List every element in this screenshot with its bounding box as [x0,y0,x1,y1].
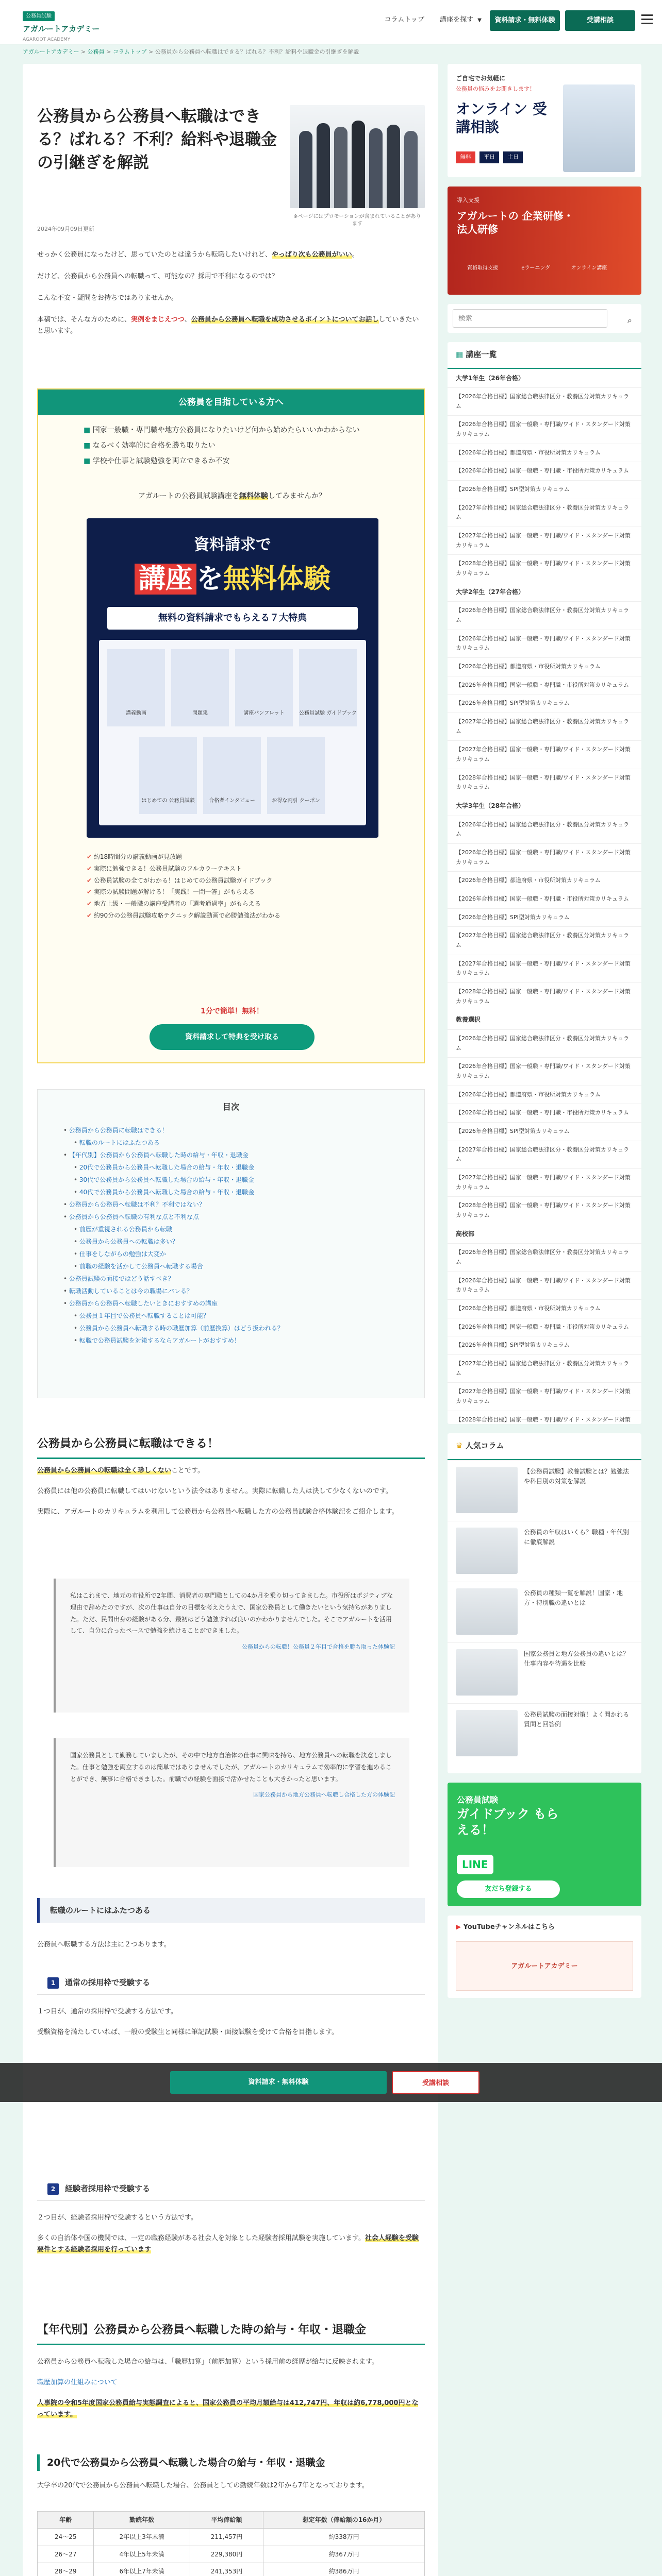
course-link[interactable]: 【2026年合格目標】都道府県・市役所対策カリキュラム [448,871,641,890]
corp-labels: 資格取得支援 eラーニング オンライン講座 [467,265,607,271]
course-link[interactable]: 【2026年合格目標】SPI型対策カリキュラム [448,908,641,927]
youtube-icon: ▶ [456,1923,464,1931]
popular-title: 公務員の年収はいくら？職種・年代別に徹底解説 [524,1528,630,1546]
route1-body: １つ目が、通常の採用枠で受験する方法です。 受験資格を満たしていれば、一般の受験生と同様に筆記試験・面接試験を受けて合格を目指します。 [37,2008,338,2037]
course-link[interactable]: 【2027年合格目標】国家総合職法律区分・教養区分対策カリキュラム [448,926,641,954]
promo-lead: アガルートの公務員試験講座を無料体験してみませんか？ [138,492,326,500]
breadcrumb-column[interactable]: コラムトップ [112,48,147,55]
course-link[interactable]: 【2027年合格目標】国家総合職法律区分・教養区分対策カリキュラム [448,1354,641,1382]
popular-columns [448,1433,641,1773]
toc-item[interactable]: • 公務員から公務員へ転職は不利？不利ではない？ [63,1198,424,1211]
course-link[interactable]: 【2028年合格目標】国家一般職・専門職/ワイド・スタンダード対策カリキュラム [448,769,641,796]
course-list-heading: ▦ 講座一覧 [448,342,641,369]
table-cell: 2年以上3年未満 [94,2529,190,2546]
toc-title: 目次 [222,1102,239,1112]
sidebar [448,64,641,2007]
promo-check-item: ■ 国家一般職・専門職や地方公務員になりたいけど何から始めたらいいかわからない [84,425,424,437]
table-row [38,2529,425,2546]
table-cell: 約386万円 [263,2563,425,2576]
logo-sub: AGAROOT ACADEMY [23,37,71,42]
breadcrumb-home[interactable]: アガルートアカデミー [23,48,79,55]
popular-thumbnail [456,1588,518,1635]
course-list [448,342,641,1424]
table-cell: 211,457円 [190,2529,263,2546]
course-link[interactable]: 【2028年合格目標】国家一般職・専門職/ワイド・スタンダード対策カリキュラム [448,982,641,1010]
course-link[interactable]: 【2026年合格目標】国家総合職法律区分・教養区分対策カリキュラム [448,1029,641,1057]
course-link[interactable]: 【2027年合格目標】国家一般職・専門職/ワイド・スタンダード対策カリキュラム [448,740,641,768]
toc-item[interactable]: • 転職のルートにはふたつある [63,1137,424,1149]
table-cell: 28〜29 [38,2563,94,2576]
promo-feature: ✔ 実際に勉強できる！公務員試験のフルカラーテキスト [87,863,378,875]
quote-source-link[interactable]: 公務員からの転職！公務員２年目で合格を勝ち取った体験記 [242,1643,395,1651]
header-request-button[interactable]: 資料請求・無料体験 [490,10,560,31]
course-link[interactable]: 【2026年合格目標】SPI型対策カリキュラム [448,1336,641,1354]
course-category[interactable]: 大学3年生（28年合格） [448,796,641,815]
course-link[interactable]: 【2028年合格目標】国家一般職・専門職/ワイド・スタンダード対策カリキュラム [448,1196,641,1224]
table-cell: 24〜25 [38,2529,94,2546]
consultant-photo [563,84,635,172]
banner-top-text: 資料請求で [194,536,271,554]
intro-paragraph: こんな不安・疑問をお持ちではありませんか。 [37,294,178,302]
popular-thumbnail [456,1467,518,1513]
gift-pamphlet: 講座パンフレット [235,649,293,726]
online-tags: 無料 平日 土日 [456,151,523,163]
gift-lecture-video: 講義動画 [107,649,165,726]
promo-feature: ✔ 約90分の公務員試験攻略テクニック解説動画で必勝勉強法がわかる [87,910,378,922]
routes-heading: 転職のルートにはふたつある [37,1898,425,1923]
course-link[interactable]: 【2026年合格目標】都道府県・市役所対策カリキュラム [448,657,641,676]
course-link[interactable]: 【2027年合格目標】国家総合職法律区分・教養区分対策カリキュラム [448,499,641,527]
course-link[interactable]: 【2026年合格目標】SPI型対策カリキュラム [448,480,641,499]
testimonial-quote [54,1738,409,1867]
logo-name: アガルートアカデミー [23,24,100,34]
course-link[interactable]: 【2026年合格目標】国家一般職・専門職・市役所対策カリキュラム [448,1104,641,1122]
table-header: 年齢 [38,2512,94,2529]
sticky-consult-button[interactable]: 受講相談 [392,2071,479,2094]
gift-interview: 合格者インタビュー [203,737,261,814]
search-box [448,304,641,333]
article-intro [37,249,425,347]
search-icon[interactable]: ⌕ [627,315,632,325]
promo-checklist [84,425,424,467]
toc-item[interactable]: • 公務員から公務員へ転職の有利な点と不利な点 [63,1211,424,1223]
toc-item[interactable]: • 【年代別】公務員から公務員へ転職した時の給与・年収・退職金 [63,1149,424,1161]
salary-note-link[interactable]: 職歴加算の仕組みについて [37,2379,118,2387]
quote-text: 国家公務員として勤務していましたが、その中で地方自治体の仕事に興味を持ち、地方公務員への転職を決意しました。仕事と勉強を両立するのは簡単ではありませんでしたが、アガルートのカリキュラムで効率的に学習を進めることができ、無事に合格できました。前職での経験を面接で活かせたことも大きかったと思います。 [70,1752,392,1783]
popular-item[interactable] [448,1582,641,1642]
toc-list [63,1124,424,1347]
course-link[interactable]: 【2026年合格目標】国家一般職・専門職・市役所対策カリキュラム [448,676,641,694]
toc-item[interactable]: • 転職で公務員試験を対策するならアガルートがおすすめ！ [63,1334,424,1347]
course-link[interactable]: 【2027年合格目標】国家総合職法律区分・教養区分対策カリキュラム [448,713,641,740]
popular-item[interactable] [448,1642,641,1703]
route-number: 2 [47,2183,59,2195]
section1-lead: 公務員から公務員への転職は全く珍しくないことです。 [37,1467,204,1475]
promo-check-item: ■ 学校や仕事と試験勉強を両立できるか不安 [84,455,424,468]
section-heading: 【年代別】公務員から公務員へ転職した時の給与・年収・退職金 [37,2320,425,2345]
promo-heading: 公務員を目指している方へ [38,389,424,415]
nav-find-course[interactable]: 講座を探す [440,16,474,24]
course-link[interactable]: 【2026年合格目標】都道府県・市役所対策カリキュラム [448,1299,641,1318]
promo-feature-list [87,851,378,922]
toc-item[interactable]: • 前歴が重視される公務員から転職 [63,1223,424,1235]
promo-check-item: ■ なるべく効率的に合格を勝ち取りたい [84,440,424,452]
promo-feature: ✔ 実際の試験問題が解ける！「実践！一問一答」がもらえる [87,886,378,898]
popular-title: 公務員の種類一覧を解説！国家・地方・特別職の違いとは [524,1589,623,1606]
hero-caption: ※ページにはプロモーションが含まれていることがあります [293,214,421,227]
subsection-heading: 20代で公務員から公務員へ転職した場合の給与・年収・退職金 [37,2454,425,2471]
table-of-contents [37,1089,425,1398]
popular-title: 【公務員試験】教養試験とは？勉強法や科目別の対策を解説 [524,1467,630,1485]
course-link[interactable]: 【2026年合格目標】国家一般職・専門職・市役所対策カリキュラム [448,462,641,480]
popular-heading: ♛ 人気コラム [448,1433,641,1460]
toc-item[interactable]: • 仕事をしながらの勉強は大変か [63,1248,424,1260]
course-link[interactable]: 【2028年合格目標】国家一般職・専門職/ワイド・スタンダード対策 [448,1411,641,1424]
table-row [38,2546,425,2563]
course-link[interactable]: 【2026年合格目標】国家総合職法律区分・教養区分対策カリキュラム [448,1243,641,1271]
quote-text: 私はこれまで、地元の市役所で2年間、消費者の専門職としての4か月を乗り切ってきました。市役所はポジティブな理由で辞めたのですが、次の仕事は自分の目標を考えたうえで、国家公務員として働きたいという気持ちがありました。ただ、民間出身の経験がある分、最初はどう勉強すれば良いのかわかりませんでした。そこでアガルートを活用して、自分に合ったペースで勉強を続けることができました。 [70,1592,393,1635]
course-link[interactable]: 【2026年合格目標】国家一般職・専門職・市役所対策カリキュラム [448,1318,641,1336]
popular-item[interactable] [448,1460,641,1521]
site-header [0,0,662,44]
intro-paragraph: せっかく公務員になったけど、思っていたのとは違うから転職したいけれど、やっぱり次も公務員がいい。 [37,251,359,259]
course-link[interactable]: 【2026年合格目標】SPI型対策カリキュラム [448,694,641,713]
menu-icon[interactable] [641,14,653,26]
route-number: 1 [47,1977,59,1989]
course-link[interactable]: 【2027年合格目標】国家一般職・専門職/ワイド・スタンダード対策カリキュラム [448,1382,641,1410]
article-hero [37,105,425,234]
toc-item[interactable]: • 公務員から公務員への転職は多い？ [63,1235,424,1248]
gift-grid [99,640,366,825]
promo-feature: ✔ 地方上級・一般職の講座受講者の「選考通過率」がもらえる [87,898,378,910]
toc-item[interactable]: • 公務員１年目で公務員へ転職することは可能？ [63,1310,424,1322]
toc-item[interactable]: • 30代で公務員から公務員へ転職した場合の給与・年収・退職金 [63,1174,424,1186]
corporate-training-ad[interactable]: 導入支援 アガルートの 企業研修・法人研修 資格取得支援 eラーニング オンライン講座 [448,187,641,295]
course-link[interactable]: 【2026年合格目標】国家総合職法律区分・教養区分対策カリキュラム [448,816,641,843]
sticky-request-button[interactable]: 資料請求・無料体験 [170,2071,387,2094]
banner-ribbon: 無料の資料請求でもらえる７大特典 [107,607,358,630]
course-link[interactable]: 【2026年合格目標】国家一般職・専門職/ワイド・スタンダード対策カリキュラム [448,415,641,443]
testimonial-quote [54,1579,409,1713]
section1-paragraph: 実際に、アガルートのカリキュラムを利用して公務員から公務員へ転職した方の公務員試験合格体験記をご紹介します。 [37,1508,399,1516]
popular-thumbnail [456,1710,518,1756]
table-header: 平均俸給額 [190,2512,263,2529]
course-link[interactable]: 【2027年合格目標】国家一般職・専門職/ワイド・スタンダード対策カリキュラム [448,955,641,982]
routes-lead: 公務員へ転職する方法は主に２つあります。 [37,1941,171,1948]
youtube-card[interactable]: ▶ YouTubeチャンネルはこちら アガルートアカデミー [448,1916,641,1998]
course-category[interactable]: 高校部 [448,1225,641,1243]
breadcrumb-category[interactable]: 公務員 [87,48,105,55]
course-link[interactable]: 【2027年合格目標】国家総合職法律区分・教養区分対策カリキュラム [448,1141,641,1168]
promo-cta-button[interactable]: 資料請求して特典を受け取る [150,1024,315,1050]
article-date: 2024年09月09日更新 [37,226,94,232]
article-title: 公務員から公務員へ転職はできる？ばれる？不利？給料や退職金の引継ぎを解説 [37,107,277,172]
course-category[interactable]: 大学1年生（26年合格） [448,369,641,387]
table-cell: 約367万円 [263,2546,425,2563]
site-logo[interactable] [23,10,121,42]
popular-thumbnail [456,1649,518,1696]
popular-list [448,1460,641,1764]
toc-item[interactable]: • 公務員から公務員へ転職したいときにおすすめの講座 [63,1297,424,1310]
course-link[interactable]: 【2027年合格目標】国家一般職・専門職/ワイド・スタンダード対策カリキュラム [448,1168,641,1196]
section1-body [37,1465,425,1527]
course-link[interactable]: 【2026年合格目標】国家一般職・専門職/ワイド・スタンダード対策カリキュラム [448,843,641,871]
hero-image-business-people [290,105,425,208]
course-link[interactable]: 【2026年合格目標】国家一般職・専門職/ワイド・スタンダード対策カリキュラム [448,1057,641,1085]
quote-source-link[interactable]: 国家公務員から地方公務員へ転職し合格した方の体験記 [253,1791,395,1799]
toc-item[interactable]: • 転職活動していることは今の職場にバレる？ [63,1285,424,1297]
popular-thumbnail [456,1528,518,1574]
online-consult-ad[interactable]: ご自宅でお気軽に 公務員の悩みをお聞きします！ オンライン 受講相談 無料 平日 土日 [448,64,641,177]
sticky-cta-bar [0,2063,662,2102]
gift-intro-guide: はじめての 公務員試験 [139,737,197,814]
table-row [38,2563,425,2576]
table-cell: 229,380円 [190,2546,263,2563]
promo-feature: ✔ 公務員試験の全てがわかる！はじめての公務員試験ガイドブック [87,875,378,887]
popular-item[interactable] [448,1703,641,1764]
popular-item[interactable] [448,1521,641,1582]
course-list-body [448,369,641,1425]
promo-cta-note: 1分で簡単！無料！ [201,1007,263,1015]
gift-guidebook: 公務員試験 ガイドブック [299,649,357,726]
toc-item[interactable]: • 40代で公務員から公務員へ転職した場合の給与・年収・退職金 [63,1186,424,1198]
logo-tag: 公務員試験 [23,11,55,21]
route2-body: ２つ目が、経験者採用枠で受験するという方法です。 多くの自治体や国の機関では、一定の職務経験がある社会人を対象とした経験者採用試験を実施しています。社会人経験を受験要件とする経験者採用を行っています [37,2214,419,2254]
toc-item[interactable]: • 公務員から公務員に転職はできる！ [63,1124,424,1137]
table-cell: 26〜27 [38,2546,94,2563]
chevron-down-icon: ▼ [477,18,482,23]
table-cell: 4年以上5年未満 [94,2546,190,2563]
course-link[interactable]: 【2026年合格目標】SPI型対策カリキュラム [448,1122,641,1141]
intro-paragraph: 本稿では、そんな方のために、実例をまじえつつ、公務員から公務員へ転職を成功させるポイントについてお話ししていきたいと思います。 [37,316,419,335]
table-header: 想定年数（俸給額の16か月） [263,2512,425,2529]
popular-title: 国家公務員と地方公務員の違いとは？仕事内容や待遇を比較 [524,1650,630,1667]
course-link[interactable]: 【2028年合格目標】国家一般職・専門職/ワイド・スタンダード対策カリキュラム [448,554,641,582]
toc-item[interactable]: • 公務員から公務員へ転職する時の職歴加算（前歴換算）はどう扱われる？ [63,1322,424,1334]
course-link[interactable]: 【2026年合格目標】国家一般職・専門職/ワイド・スタンダード対策カリキュラム [448,1272,641,1299]
course-link[interactable]: 【2026年合格目標】国家総合職法律区分・教養区分対策カリキュラム [448,601,641,629]
search-input[interactable] [453,309,607,328]
promo-feature: ✔ 約18時間分の講義動画が見放題 [87,851,378,863]
salary-table-20s [37,2511,425,2576]
promo-box [37,388,425,1063]
article-main [23,64,438,2576]
course-category[interactable]: 教養選択 [448,1010,641,1029]
toc-item[interactable]: • 前職の経験を活かして公務員へ転職する場合 [63,1260,424,1273]
table-header: 勤続年数 [94,2512,190,2529]
banner-headline: 講座 を無料体験 [87,556,378,602]
line-logo: LINE [457,1855,493,1874]
table-cell: 241,353円 [190,2563,263,2576]
toc-item[interactable]: • 公務員試験の面接ではどう話すべき？ [63,1273,424,1285]
course-link[interactable]: 【2027年合格目標】国家一般職・専門職/ワイド・スタンダード対策カリキュラム [448,527,641,554]
gift-workbook: 問題集 [171,649,229,726]
header-consult-button[interactable]: 受講相談 [565,10,635,31]
section1-paragraph: 公務員には他の公務員に転職してはいけないという法令はありません。実際に転職した人は決して少なくないのです。 [37,1487,392,1496]
table-cell: 約338万円 [263,2529,425,2546]
course-link[interactable]: 【2026年合格目標】都道府県・市役所対策カリキュラム [448,444,641,462]
section2-body: 公務員から公務員へ転職した場合の給与は、「職歴加算」（前歴加算）という採用前の経歴が給与に反映されます。 職歴加算の仕組みについて 人事院の令和5年度国家公務員給与実態調査によると、国家公務員の平均月額給与は412,747円、年収は約6,778,000円となっています。 [37,2357,425,2430]
breadcrumb-current: 公務員から公務員へ転職はできる？ばれる？不利？給料や退職金の引継ぎを解説 [155,48,359,55]
table-cell: 6年以上7年未満 [94,2563,190,2576]
course-link[interactable]: 【2026年合格目標】国家一般職・専門職/ワイド・スタンダード対策カリキュラム [448,630,641,657]
route1-heading: 1 通常の採用枠で受験する [37,1970,425,1995]
header-nav [371,14,482,26]
nav-column-top[interactable]: コラムトップ [384,16,424,24]
subsection-lead: 大学卒の20代で公務員から公務員へ転職した場合、公務員としての勤続年数は2年から7年となっております。 [37,2482,369,2489]
intro-paragraph: だけど、公務員から公務員への転職って、可能なの？採用で不利になるのでは？ [37,273,278,281]
gift-coupon: お得な割引 クーポン [267,737,325,814]
course-link[interactable]: 【2026年合格目標】国家総合職法律区分・教養区分対策カリキュラム [448,387,641,415]
toc-item[interactable]: • 20代で公務員から公務員へ転職した場合の給与・年収・退職金 [63,1161,424,1174]
line-guidebook-banner[interactable]: 公務員試験 ガイドブック もらえる！ LINE 友だち登録する [448,1783,641,1906]
course-category[interactable]: 大学2年生（27年合格） [448,583,641,601]
section-heading: 公務員から公務員に転職はできる！ [37,1434,425,1459]
route2-heading: 2 経験者採用枠で受験する [37,2176,425,2201]
course-link[interactable]: 【2026年合格目標】国家一般職・専門職・市役所対策カリキュラム [448,890,641,908]
line-add-friend-button[interactable]: 友だち登録する [457,1880,560,1898]
popular-title: 公務員試験の面接対策！よく聞かれる質問と回答例 [524,1710,630,1728]
course-link[interactable]: 【2026年合格目標】都道府県・市役所対策カリキュラム [448,1086,641,1104]
free-trial-banner[interactable] [87,518,378,838]
youtube-channel-banner: アガルートアカデミー [456,1941,633,1991]
breadcrumb: アガルートアカデミー > 公務員 > コラムトップ > 公務員から公務員へ転職はできる？ばれる？不利？給料や退職金の引継ぎを解説 [23,48,359,55]
